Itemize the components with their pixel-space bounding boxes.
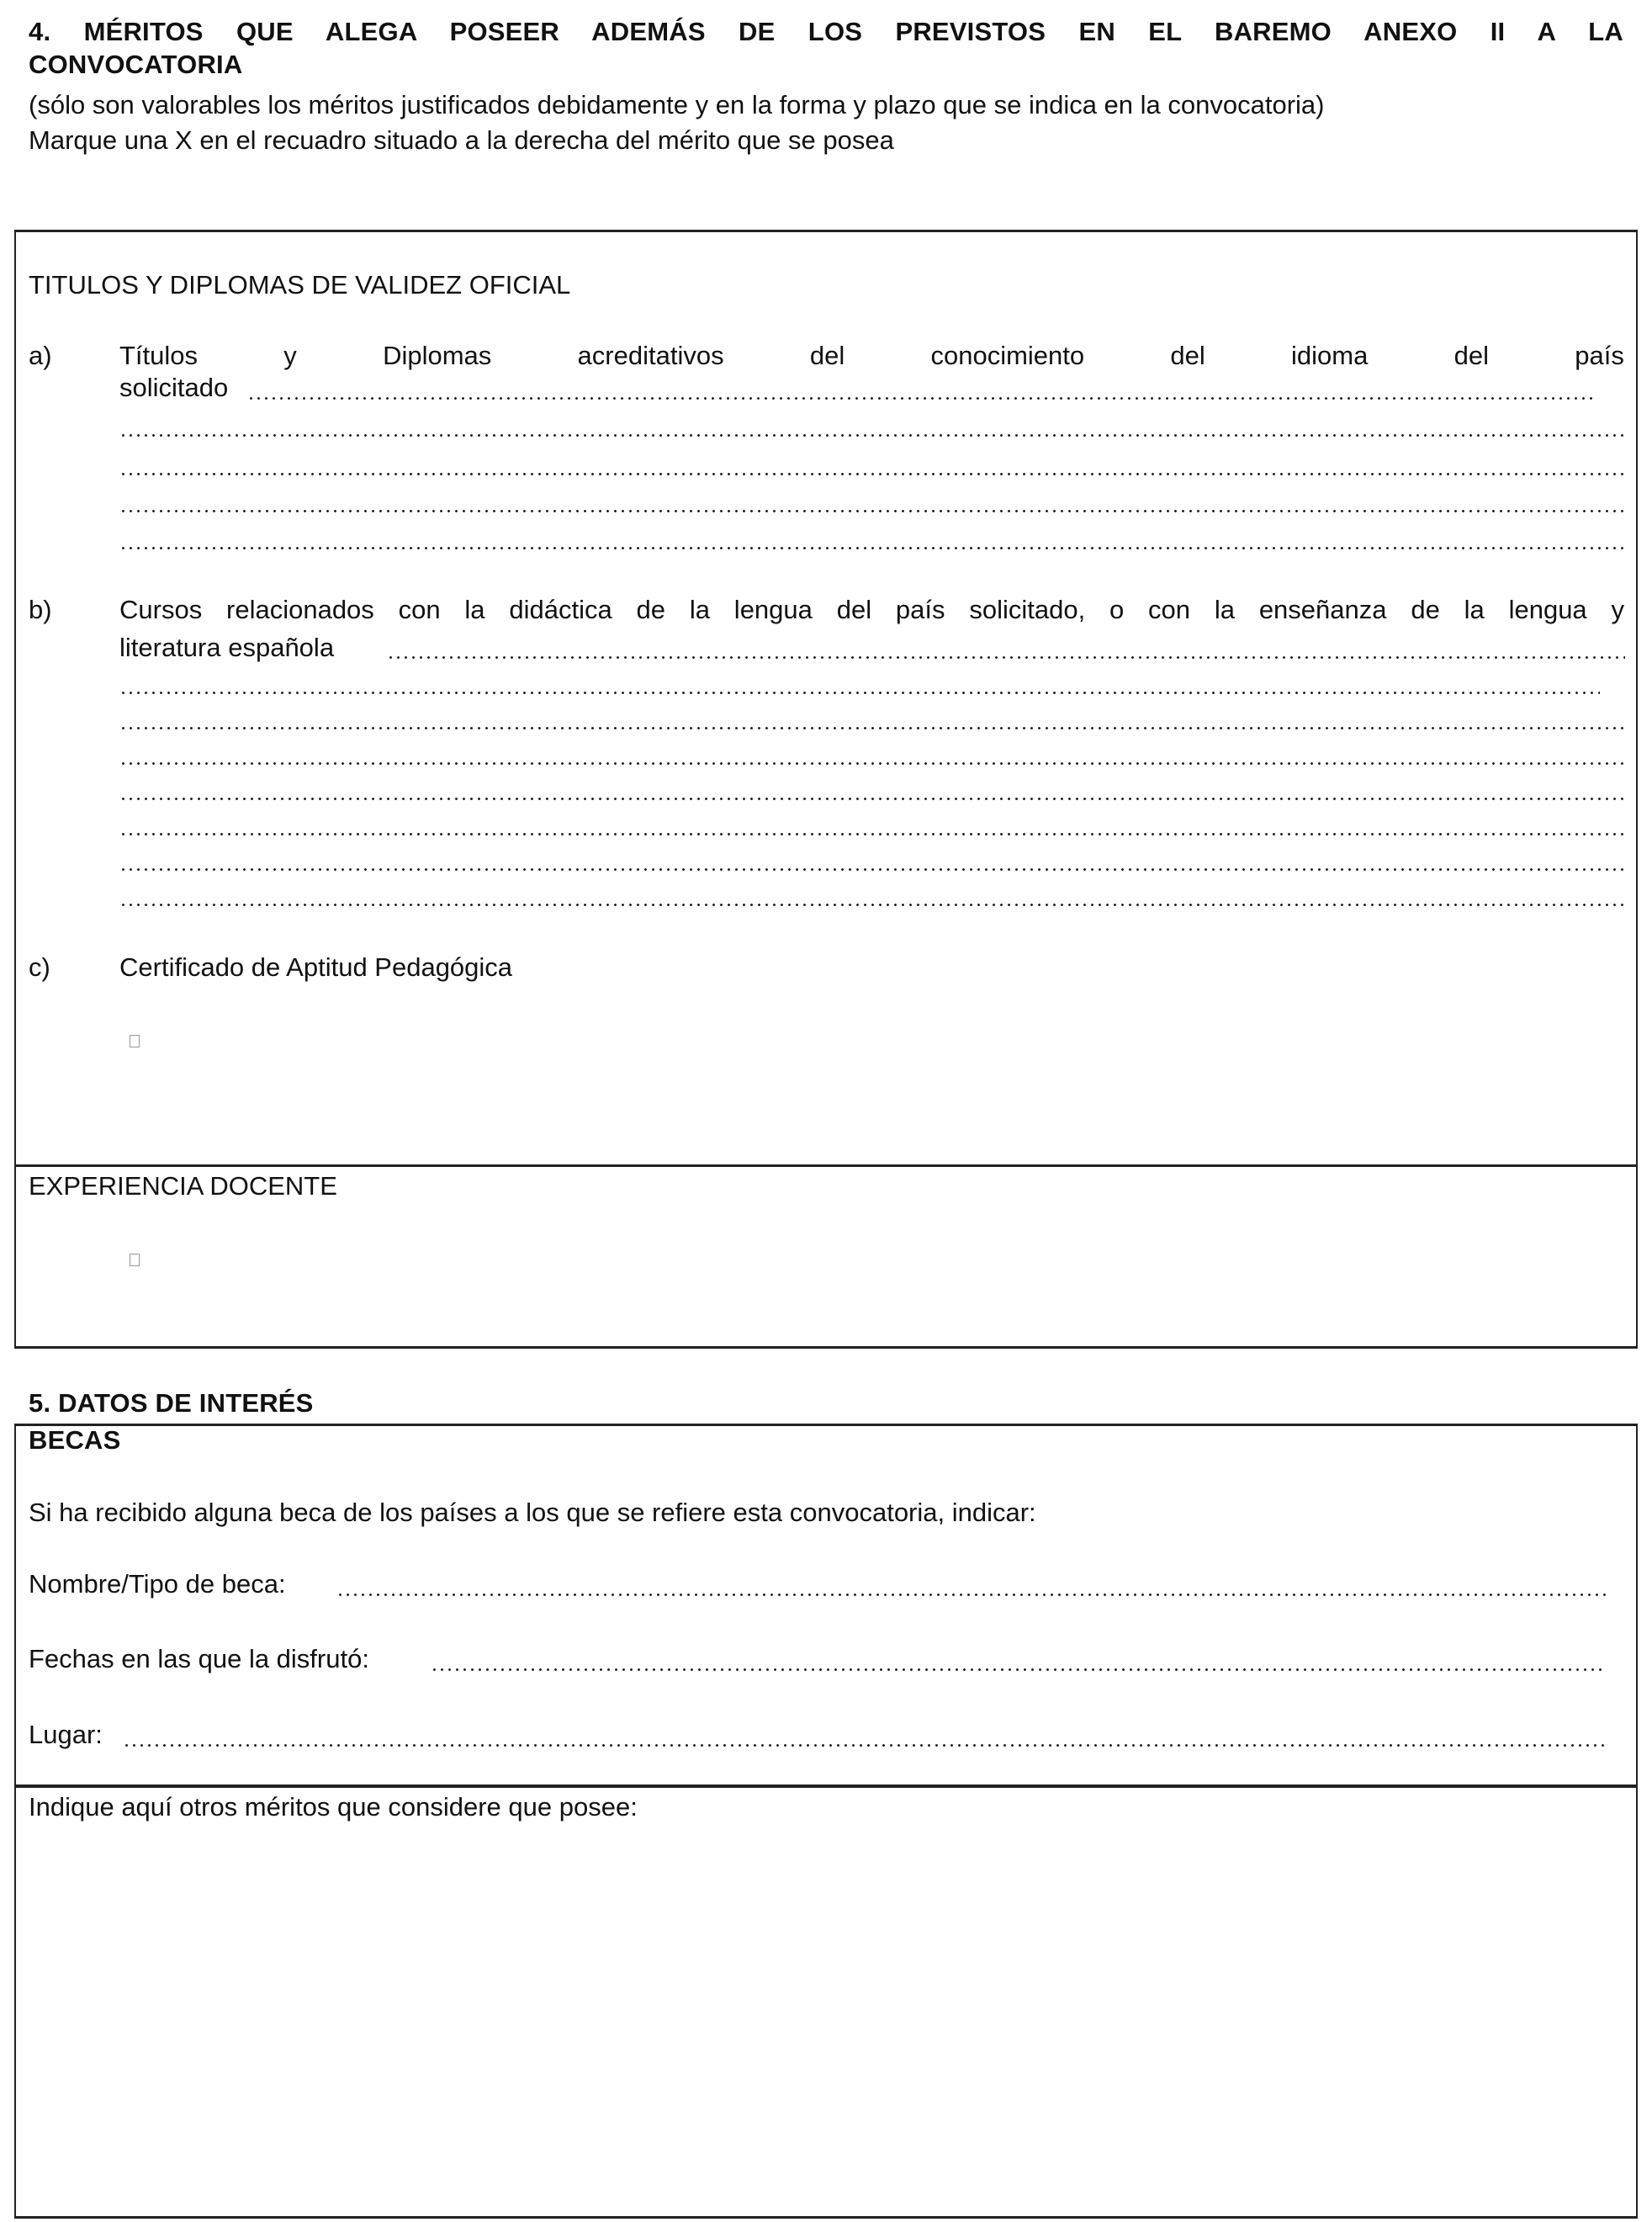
item-c-line1: Certificado de Aptitud Pedagógica — [119, 952, 513, 982]
word: del — [1453, 341, 1490, 370]
lugar-label: Lugar: — [29, 1720, 103, 1749]
word: del — [1170, 341, 1205, 370]
section4-note: (sólo son valorables los méritos justificados debidamente y en la forma y plazo que se indica en la convocatoria) — [29, 90, 1325, 119]
item-b-fill-line[interactable] — [119, 762, 1625, 765]
item-b-fill-line[interactable] — [119, 868, 1625, 871]
item-b-fill-line[interactable] — [119, 798, 1625, 800]
item-b-fill-line[interactable] — [119, 833, 1625, 835]
word: Títulos — [119, 341, 199, 370]
experiencia-checkbox[interactable] — [130, 1254, 140, 1266]
item-b-fill-line[interactable] — [119, 727, 1625, 729]
nombre-beca-label: Nombre/Tipo de beca: — [29, 1569, 286, 1599]
experiencia-heading: EXPERIENCIA DOCENTE — [29, 1171, 337, 1201]
titulos-heading: TITULOS Y DIPLOMAS DE VALIDEZ OFICIAL — [29, 270, 571, 300]
item-b-fill-line[interactable] — [119, 904, 1625, 906]
section4-instruction: Marque una X en el recuadro situado a la derecha del mérito que se posea — [29, 125, 894, 155]
lugar-field[interactable] — [123, 1744, 1607, 1747]
section4-title-line1: 4. MÉRITOS QUE ALEGA POSEER ADEMÁS DE LOS PREVISTOS EN EL BAREMO ANEXO II A LA — [29, 17, 1623, 46]
item-b-line2: literatura española — [119, 633, 335, 662]
section5-title: 5. DATOS DE INTERÉS — [29, 1388, 314, 1418]
item-a-line2: solicitado — [119, 373, 229, 402]
item-a-fill-line[interactable] — [119, 547, 1625, 549]
item-b-fill-line[interactable] — [387, 656, 1625, 659]
fechas-label: Fechas en las que la disfrutó: — [29, 1644, 369, 1673]
word: conocimiento — [930, 341, 1085, 370]
item-a-fill-line[interactable] — [247, 397, 1593, 400]
section4-title-line2: CONVOCATORIA — [29, 50, 243, 79]
item-c-letter: c) — [29, 952, 50, 982]
divider — [14, 1164, 1638, 1167]
word: y — [283, 341, 297, 370]
word: idioma — [1291, 341, 1369, 370]
item-a-fill-line[interactable] — [119, 510, 1625, 512]
item-b-letter: b) — [29, 595, 52, 624]
otros-meritos-area[interactable] — [16, 1830, 1636, 2215]
word: del — [809, 341, 845, 370]
nombre-beca-field[interactable] — [336, 1594, 1607, 1596]
otros-meritos-label: Indique aquí otros méritos que considere que posee: — [29, 1792, 638, 1822]
item-a-letter: a) — [29, 341, 52, 370]
fechas-field[interactable] — [431, 1668, 1607, 1671]
becas-intro: Si ha recibido alguna beca de los países a los que se refiere esta convocatoria, indicar: — [29, 1498, 1036, 1527]
cap-checkbox[interactable] — [130, 1035, 140, 1047]
item-a-fill-line[interactable] — [119, 473, 1625, 475]
item-a-line1 — [119, 341, 1624, 371]
item-b-fill-line[interactable] — [119, 692, 1600, 694]
word: acreditativos — [577, 341, 724, 370]
word: Diplomas — [383, 341, 492, 370]
word: país — [1575, 341, 1624, 370]
divider — [14, 1784, 1638, 1788]
item-a-fill-line[interactable] — [119, 434, 1625, 437]
becas-heading: BECAS — [29, 1425, 121, 1455]
item-b-line1: Cursos relacionados con la didáctica de la lengua del país solicitado, o con la enseñanza de la lengua y — [119, 595, 1624, 624]
